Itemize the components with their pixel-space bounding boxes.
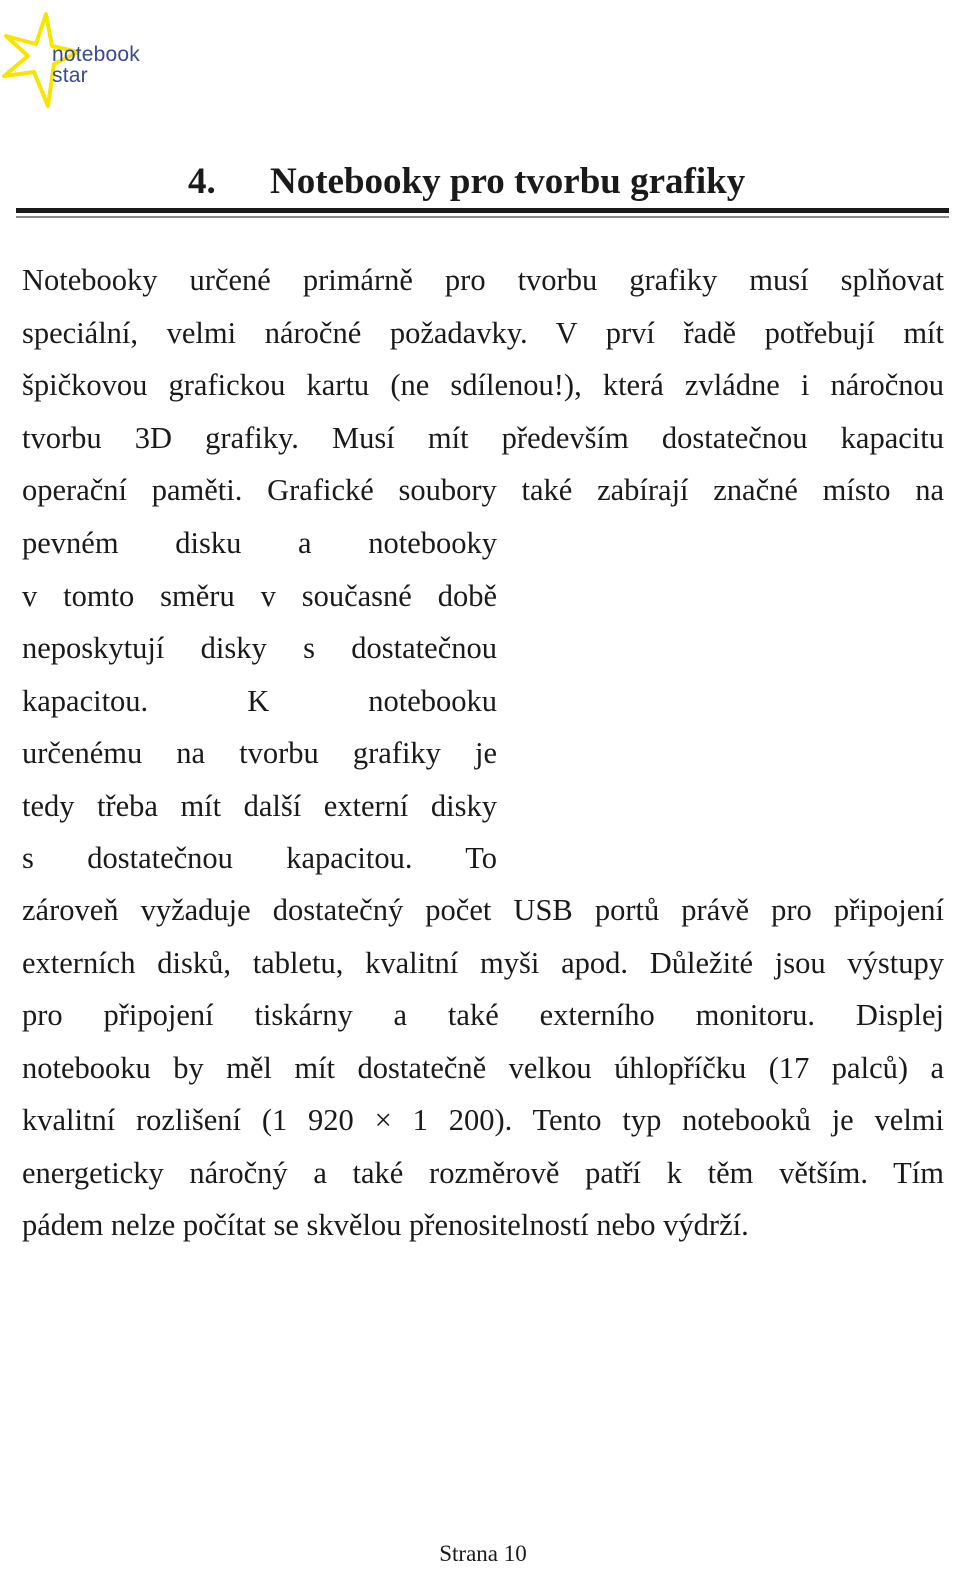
heading-number: 4. <box>188 161 216 202</box>
text-line: tvorbu 3D grafiky. Musí mít především dostatečnou kapacitu <box>22 420 944 455</box>
text-line: externích disků, tabletu, kvalitní myši apod. Důležité jsou výstupy <box>22 945 944 980</box>
text-line: špičkovou grafickou kartu (ne sdílenou!), která zvládne i náročnou <box>22 368 944 402</box>
logo-line-2: star <box>52 64 88 87</box>
text-line: pro připojení tiskárny a také externího monitoru. Displej <box>22 998 944 1032</box>
text-line: pádem nelze počítat se skvělou přenositelností nebo výdrží. <box>22 1208 749 1242</box>
text-line: notebooku by měl mít dostatečně velkou úhlopříčku (17 palců) a <box>22 1050 944 1085</box>
text-line: kvalitní rozlišení (1 920 × 1 200). Tento typ notebooků je velmi <box>22 1103 944 1137</box>
paragraph-continued <box>22 884 944 1252</box>
text-line: operační paměti. Grafické soubory také zabírají značné místo na <box>22 473 944 507</box>
text-line: neposkytují disky s dostatečnou <box>22 631 497 665</box>
text-line: pevném disku a notebooky <box>22 526 497 560</box>
text-line: tedy třeba mít další externí disky <box>22 788 497 823</box>
page-number: Strana 10 <box>439 1541 527 1566</box>
text-line: s dostatečnou kapacitou. To <box>22 841 497 875</box>
text-line: Notebooky určené primárně pro tvorbu grafiky musí splňovat <box>22 263 944 297</box>
text-line: určenému na tvorbu grafiky je <box>22 736 497 770</box>
text-line: kapacitou. K notebooku <box>22 683 497 718</box>
paragraph-intro <box>22 254 944 517</box>
text-line: energeticky náročný a také rozměrově patří k těm větším. Tím <box>22 1155 944 1190</box>
notebook-star-logo <box>0 6 160 110</box>
heading-rule-thick <box>16 208 949 213</box>
logo-line-1: notebook <box>52 43 141 66</box>
logo-wordmark <box>52 44 140 86</box>
text-line: zároveň vyžaduje dostatečný počet USB portů právě pro připojení <box>22 893 944 927</box>
paragraph-narrow-column <box>22 517 497 885</box>
text-line: v tomto směru v současné době <box>22 578 497 613</box>
heading-title: Notebooky pro tvorbu grafiky <box>270 161 746 202</box>
section-heading <box>0 158 960 208</box>
text-line: speciální, velmi náročné požadavky. V prví řadě potřebují mít <box>22 315 944 350</box>
heading-rule-thin <box>16 216 949 218</box>
